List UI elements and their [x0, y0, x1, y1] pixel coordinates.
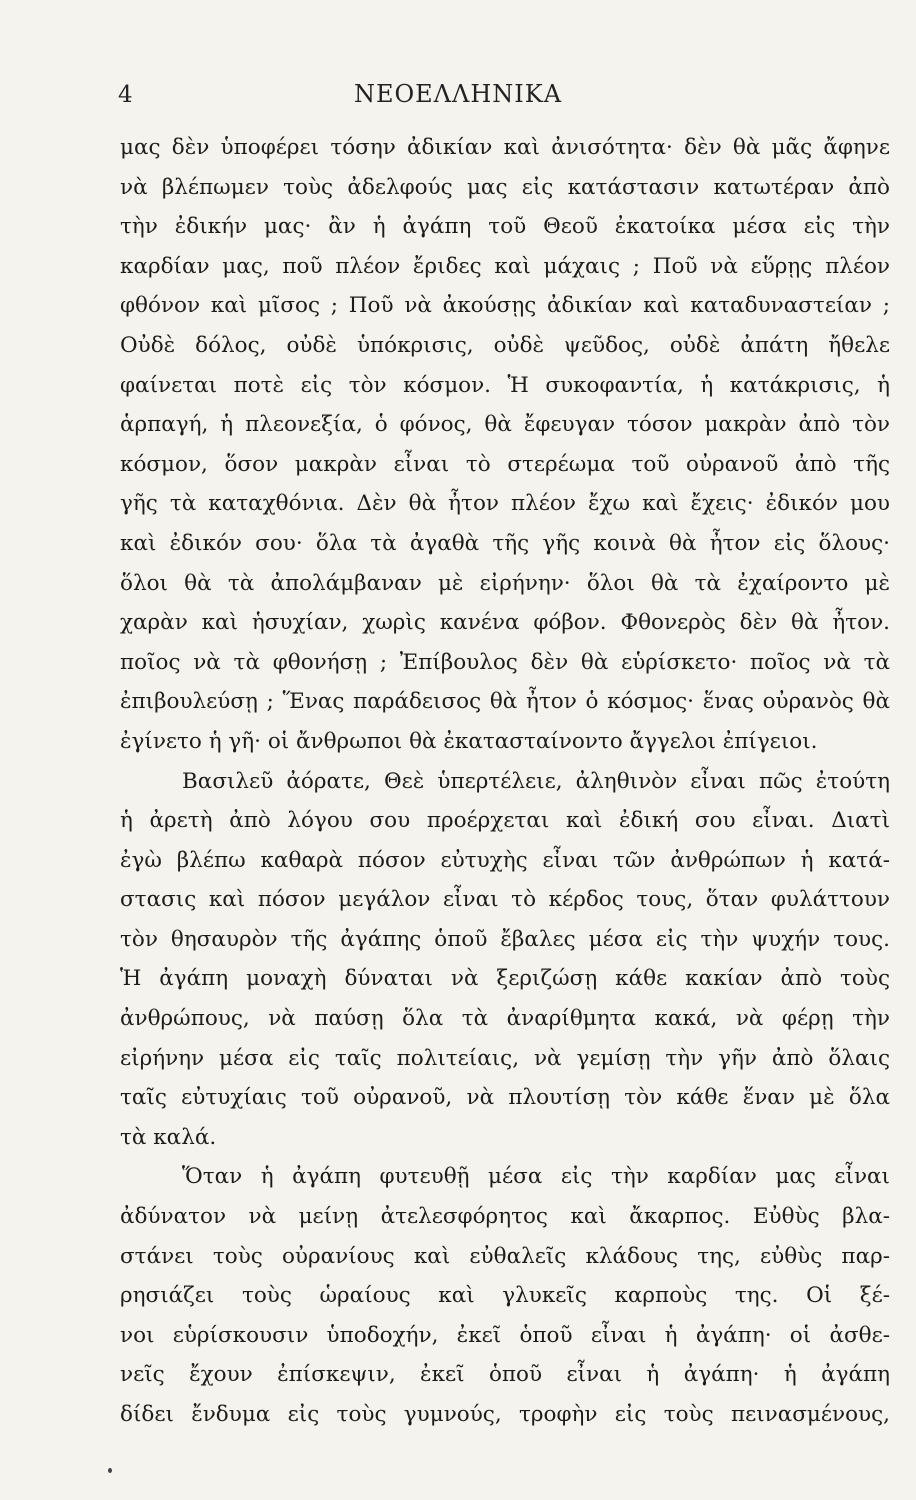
text-line: φθόνον καὶ μῖσος ; Ποῦ νὰ ἀκούσῃς ἀδικίαν καὶ καταδυναστείαν ;	[120, 293, 890, 319]
text-line: γῆς τὰ καταχθόνια. Δὲν θὰ ἦτον πλέον ἔχω καὶ ἔχεις· ἐδικόν μου	[120, 491, 890, 517]
body-text	[120, 128, 890, 1435]
text-line: ἡ ἀρετὴ ἀπὸ λόγου σου προέρχεται καὶ ἐδική σου εἶναι. Διατὶ	[120, 808, 890, 834]
text-line: ἐγὼ βλέπω καθαρὰ πόσον εὐτυχὴς εἶναι τῶν ἀνθρώπων ἡ κατά-	[120, 847, 890, 873]
page-header	[0, 74, 916, 114]
text-line: ἁρπαγή, ἡ πλεονεξία, ὁ φόνος, θὰ ἔφευγαν τόσον μακρὰν ἀπὸ τὸν	[120, 412, 890, 438]
text-line: καρδίαν μας, ποῦ πλέον ἔριδες καὶ μάχαις ; Ποῦ νὰ εὕρῃς πλέον	[120, 253, 890, 279]
text-line: εἰρήνην μέσα εἰς ταῖς πολιτείαις, νὰ γεμίσῃ τὴν γῆν ἀπὸ ὅλαις	[120, 1045, 890, 1071]
text-line: ἐγίνετο ἡ γῆ· οἱ ἄνθρωποι θὰ ἐκατασταίνοντο ἄγγελοι ἐπίγειοι.	[120, 728, 818, 754]
text-line: Οὐδὲ δόλος, οὐδὲ ὑπόκρισις, οὐδὲ ψεῦδος, οὐδὲ ἀπάτη ἤθελε	[120, 332, 890, 358]
text-line: χαρὰν καὶ ἡσυχίαν, χωρὶς κανένα φόβον. Φθονερὸς δὲν θὰ ἦτον.	[120, 610, 890, 636]
text-line: φαίνεται ποτὲ εἰς τὸν κόσμον. Ἡ συκοφαντία, ἡ κατάκρισις, ἡ	[120, 372, 890, 398]
text-line: ταῖς εὐτυχίαις τοῦ οὐρανοῦ, νὰ πλουτίσῃ τὸν κάθε ἕναν μὲ ὅλα	[120, 1085, 890, 1111]
text-line: δίδει ἔνδυμα εἰς τοὺς γυμνούς, τροφὴν εἰς τοὺς πεινασμένους,	[120, 1402, 890, 1427]
text-line: τὴν ἐδικήν μας· ἂν ἡ ἀγάπη τοῦ Θεοῦ ἐκατοίκα μέσα εἰς τὴν	[120, 214, 890, 240]
text-line: τὸν θησαυρὸν τῆς ἀγάπης ὁποῦ ἔβαλες μέσα εἰς τὴν ψυχήν τους.	[120, 926, 890, 952]
text-line: νοι εὑρίσκουσιν ὑποδοχήν, ἐκεῖ ὁποῦ εἶναι ἡ ἀγάπη· οἱ ἀσθε-	[120, 1322, 890, 1348]
paragraph-start-line: Βασιλεῦ ἀόρατε, Θεὲ ὑπερτέλειε, ἀληθινὸν εἶναι πῶς ἐτούτη	[182, 768, 890, 794]
text-line: νεῖς ἔχουν ἐπίσκεψιν, ἐκεῖ ὁποῦ εἶναι ἡ ἀγάπη· ἡ ἀγάπη	[120, 1362, 890, 1388]
text-line: ἀνθρώπους, νὰ παύσῃ ὅλα τὰ ἀναρίθμητα κακά, νὰ φέρῃ τὴν	[120, 1006, 890, 1032]
text-line: νὰ βλέπωμεν τοὺς ἀδελφούς μας εἰς κατάστασιν κατωτέραν ἀπὸ	[120, 174, 890, 200]
text-line: ποῖος νὰ τὰ φθονήσῃ ; Ἐπίβουλος δὲν θὰ εὑρίσκετο· ποῖος νὰ τὰ	[120, 649, 890, 675]
text-line: στασις καὶ πόσον μεγάλον εἶναι τὸ κέρδος τους, ὅταν φυλάττουν	[120, 887, 890, 913]
text-line: ὅλοι θὰ τὰ ἀπολάμβαναν μὲ εἰρήνην· ὅλοι θὰ τὰ ἐχαίροντο μὲ	[120, 570, 890, 596]
text-line: ρησιάζει τοὺς ὡραίους καὶ γλυκεῖς καρποὺς της. Οἱ ξέ-	[120, 1283, 890, 1309]
page-number: 4	[118, 82, 133, 108]
text-line: ἀδύνατον νὰ μείνῃ ἀτελεσφόρητος καὶ ἄκαρπος. Εὐθὺς βλα-	[120, 1204, 890, 1230]
paper-speck	[108, 1468, 112, 1473]
text-line: ἐπιβουλεύσῃ ; Ἕνας παράδεισος θὰ ἦτον ὁ κόσμος· ἕνας οὐρανὸς θὰ	[120, 689, 890, 715]
text-line: κόσμον, ὅσον μακρὰν εἶναι τὸ στερέωμα τοῦ οὐρανοῦ ἀπὸ τῆς	[120, 451, 890, 477]
text-line: τὰ καλά.	[120, 1124, 217, 1150]
text-line: καὶ ἐδικόν σου· ὅλα τὰ ἀγαθὰ τῆς γῆς κοινὰ θὰ ἦτον εἰς ὅλους·	[120, 530, 890, 556]
text-line: Ἡ ἀγάπη μοναχὴ δύναται νὰ ξεριζώσῃ κάθε κακίαν ἀπὸ τοὺς	[120, 966, 890, 992]
paragraph-start-line: Ὅταν ἡ ἀγάπη φυτευθῇ μέσα εἰς τὴν καρδίαν μας εἶναι	[182, 1164, 890, 1190]
running-title: ΝΕΟΕΛΛΗΝΙΚΑ	[353, 80, 563, 108]
text-line: μας δὲν ὑποφέρει τόσην ἀδικίαν καὶ ἀνισότητα· δὲν θὰ μᾶς ἄφηνε	[120, 135, 890, 160]
text-line: στάνει τοὺς οὐρανίους καὶ εὐθαλεῖς κλάδους της, εὐθὺς παρ-	[120, 1243, 890, 1269]
